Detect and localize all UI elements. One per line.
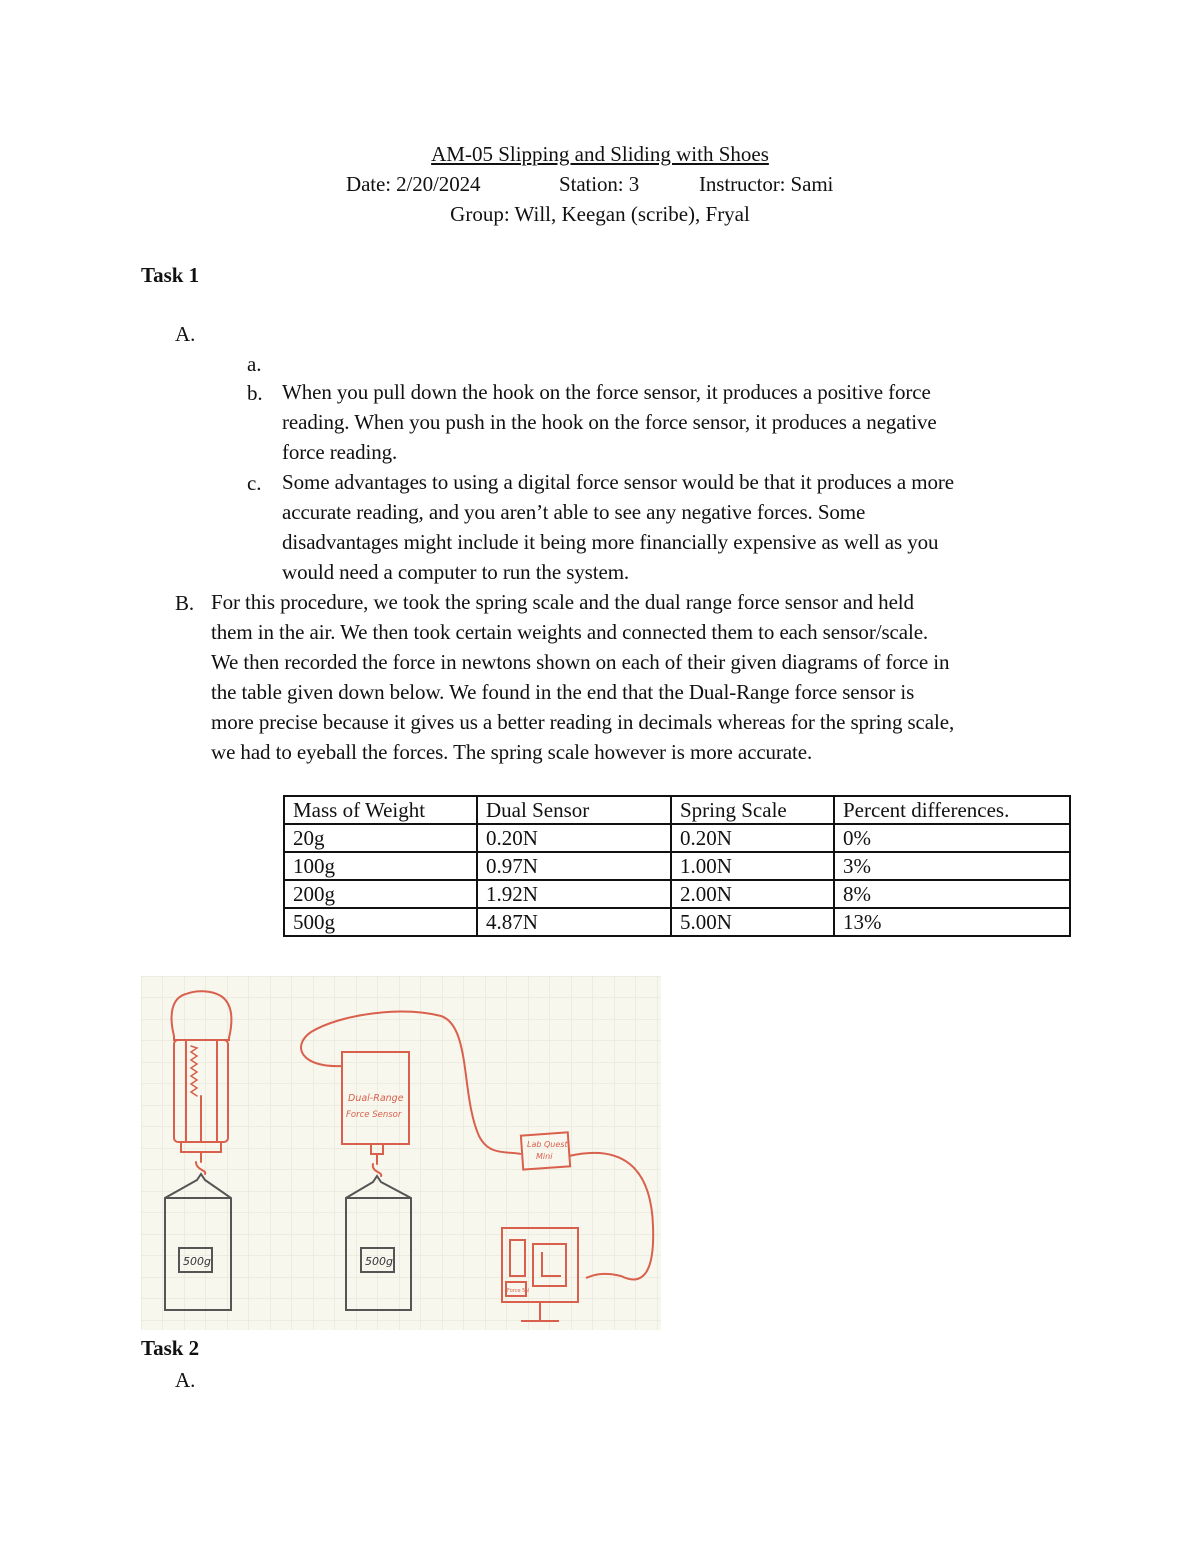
title-text: AM-05 Slipping and Sliding with Shoes	[431, 142, 769, 166]
item-c-line: Some advantages to using a digital force sensor would be that it produces a more	[282, 470, 954, 494]
task1-heading: Task 1	[141, 263, 200, 287]
item-b-line: When you pull down the hook on the force sensor, it produces a positive force	[282, 380, 931, 404]
table-cell: 100g	[284, 852, 477, 880]
table-cell: 13%	[834, 908, 1070, 936]
sensor-label-line1: Dual-Range	[348, 1093, 404, 1104]
date-text: Date: 2/20/2024	[346, 172, 481, 196]
part-b-line: the table given down below. We found in the end that the Dual-Range force sensor is	[211, 680, 915, 704]
table-row	[284, 824, 1070, 852]
part-b-line: we had to eyeball the forces. The spring scale however is more accurate.	[211, 740, 813, 764]
table-cell: 1.92N	[477, 880, 671, 908]
part-b-line: more precise because it gives us a better reading in decimals whereas for the spring scale,	[211, 710, 955, 734]
task1-part-b-marker: B.	[175, 591, 195, 615]
table-header-cell: Dual Sensor	[477, 796, 671, 824]
table-cell: 5.00N	[671, 908, 834, 936]
group-text: Group: Will, Keegan (scribe), Fryal	[450, 202, 750, 226]
item-b-marker: b.	[247, 381, 263, 405]
left-weight-label: 500g	[183, 1255, 211, 1268]
apparatus-sketch	[141, 976, 661, 1330]
task2-heading: Task 2	[141, 1336, 200, 1360]
item-b-line: force reading.	[282, 440, 398, 464]
labquest-label-line2: Mini	[536, 1152, 553, 1161]
item-c-line: would need a computer to run the system.	[282, 560, 630, 584]
force-data-table	[283, 795, 1071, 937]
table-header-row	[284, 796, 1070, 824]
item-b-text	[282, 377, 937, 467]
table-header-cell: Percent differences.	[834, 796, 1070, 824]
instructor-text: Instructor: Sami	[699, 172, 834, 196]
screen-label: Force 5N	[507, 1288, 530, 1294]
table-header-cell: Spring Scale	[671, 796, 834, 824]
item-c-text	[282, 467, 954, 587]
table-cell: 0%	[834, 824, 1070, 852]
part-b-text	[211, 587, 954, 767]
labquest-label-line1: Lab Quest	[527, 1140, 568, 1149]
document-title	[0, 142, 1200, 167]
table-cell: 0.20N	[477, 824, 671, 852]
table-cell: 2.00N	[671, 880, 834, 908]
item-c-line: disadvantages might include it being more financially expensive as well as you	[282, 530, 939, 554]
table-cell: 1.00N	[671, 852, 834, 880]
table-cell: 3%	[834, 852, 1070, 880]
task1-part-a-marker: A.	[175, 322, 196, 346]
table-row	[284, 908, 1070, 936]
table-cell: 0.97N	[477, 852, 671, 880]
item-b-line: reading. When you push in the hook on the force sensor, it produces a negative	[282, 410, 937, 434]
task2-part-a-marker: A.	[175, 1368, 196, 1392]
table-row	[284, 852, 1070, 880]
middle-weight-label: 500g	[365, 1255, 393, 1268]
sensor-label-line2: Force Sensor	[346, 1110, 402, 1120]
station-text: Station: 3	[559, 172, 640, 196]
table-cell: 200g	[284, 880, 477, 908]
part-b-line: For this procedure, we took the spring scale and the dual range force sensor and held	[211, 590, 914, 614]
table-cell: 4.87N	[477, 908, 671, 936]
table-cell: 0.20N	[671, 824, 834, 852]
table-header-cell: Mass of Weight	[284, 796, 477, 824]
table-cell: 8%	[834, 880, 1070, 908]
part-b-line: them in the air. We then took certain weights and connected them to each sensor/scale.	[211, 620, 929, 644]
table-row	[284, 880, 1070, 908]
part-b-line: We then recorded the force in newtons shown on each of their given diagrams of force in	[211, 650, 950, 674]
table-cell: 20g	[284, 824, 477, 852]
item-c-marker: c.	[247, 471, 262, 495]
table-cell: 500g	[284, 908, 477, 936]
item-c-line: accurate reading, and you aren’t able to see any negative forces. Some	[282, 500, 866, 524]
item-a-marker: a.	[247, 352, 262, 376]
